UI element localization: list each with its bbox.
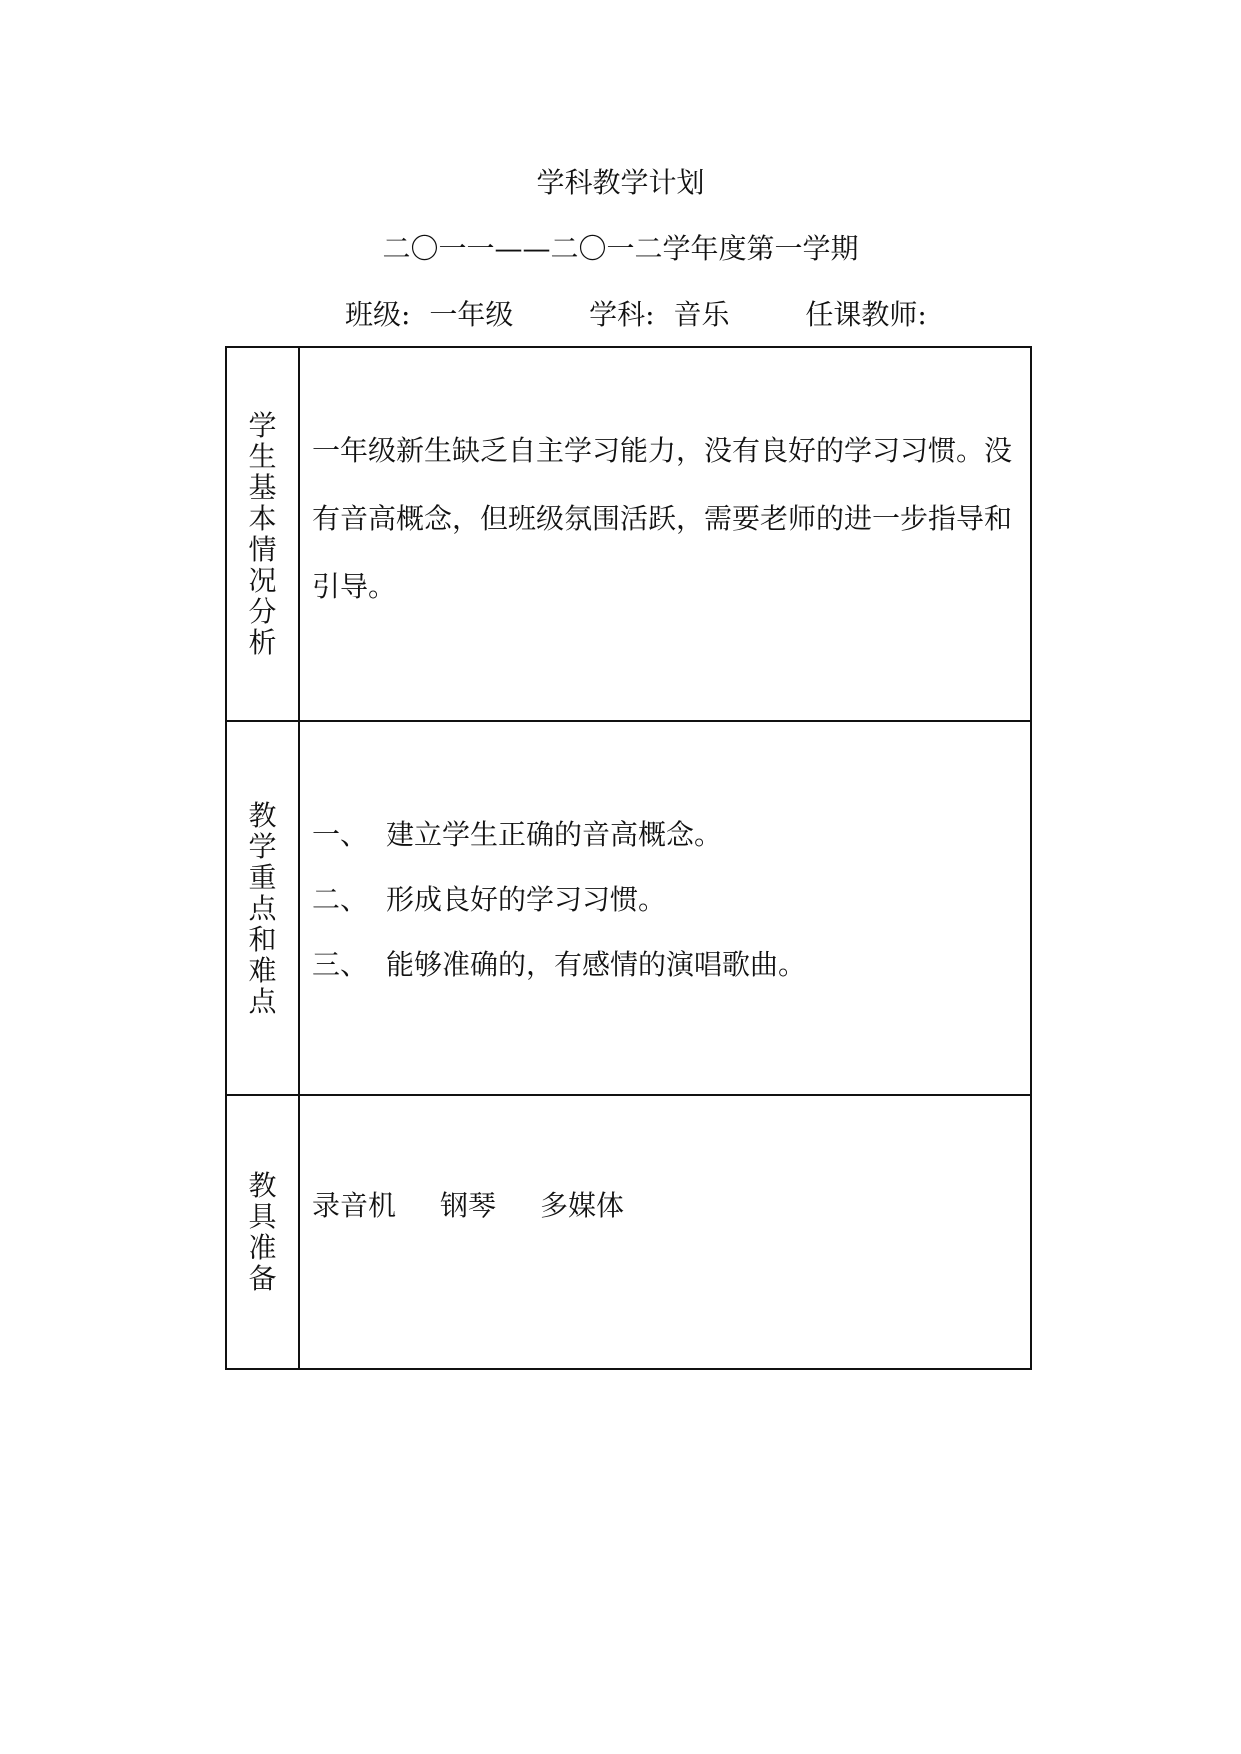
plan-table bbox=[225, 346, 1032, 1370]
subject-label: 学科: bbox=[589, 298, 655, 331]
equipment-item: 录音机 bbox=[312, 1189, 397, 1222]
term-subtitle: 二〇一一——二〇一二学年度第一学期 bbox=[382, 232, 859, 265]
class-value: 一年级 bbox=[429, 298, 514, 331]
teacher-label: 任课教师: bbox=[805, 298, 927, 331]
table-row-equipment bbox=[226, 1095, 1031, 1369]
list-item-text: 能够准确的，有感情的演唱歌曲。 bbox=[386, 947, 807, 981]
list-item-text: 形成良好的学习习惯。 bbox=[386, 882, 667, 916]
row-label-key-points: 教学重点和难点 bbox=[248, 798, 277, 1018]
row-label-cell bbox=[226, 347, 299, 721]
list-item-number: 三、 bbox=[312, 947, 369, 981]
subject-value: 音乐 bbox=[673, 298, 730, 331]
list-item bbox=[312, 867, 1022, 932]
table-row-key-points bbox=[226, 721, 1031, 1095]
student-analysis-text: 一年级新生缺乏自主学习能力，没有良好的学习习惯。没有音高概念，但班级氛围活跃，需要老师的进一步指导和引导。 bbox=[312, 434, 1013, 603]
row-content-cell bbox=[299, 721, 1031, 1095]
row-label-cell bbox=[226, 721, 299, 1095]
row-label-student-analysis: 学生基本情况分析 bbox=[248, 409, 277, 659]
row-label-equipment: 教具准备 bbox=[248, 1169, 277, 1295]
equipment-list bbox=[312, 1186, 1022, 1226]
list-item-text: 建立学生正确的音高概念。 bbox=[386, 817, 723, 851]
row-content-cell bbox=[299, 347, 1031, 721]
equipment-item: 钢琴 bbox=[440, 1189, 497, 1222]
equipment-item: 多媒体 bbox=[540, 1189, 625, 1222]
list-item bbox=[312, 802, 1022, 867]
page-title: 学科教学计划 bbox=[536, 166, 705, 199]
list-item-number: 二、 bbox=[312, 882, 369, 916]
row-content-cell bbox=[299, 1095, 1031, 1369]
list-item bbox=[312, 932, 1022, 997]
info-line bbox=[345, 295, 927, 335]
list-item-number: 一、 bbox=[312, 817, 369, 851]
row-label-cell bbox=[226, 1095, 299, 1369]
table-row-student-analysis bbox=[226, 347, 1031, 721]
key-points-list bbox=[312, 802, 1022, 997]
class-label: 班级: bbox=[345, 298, 411, 331]
